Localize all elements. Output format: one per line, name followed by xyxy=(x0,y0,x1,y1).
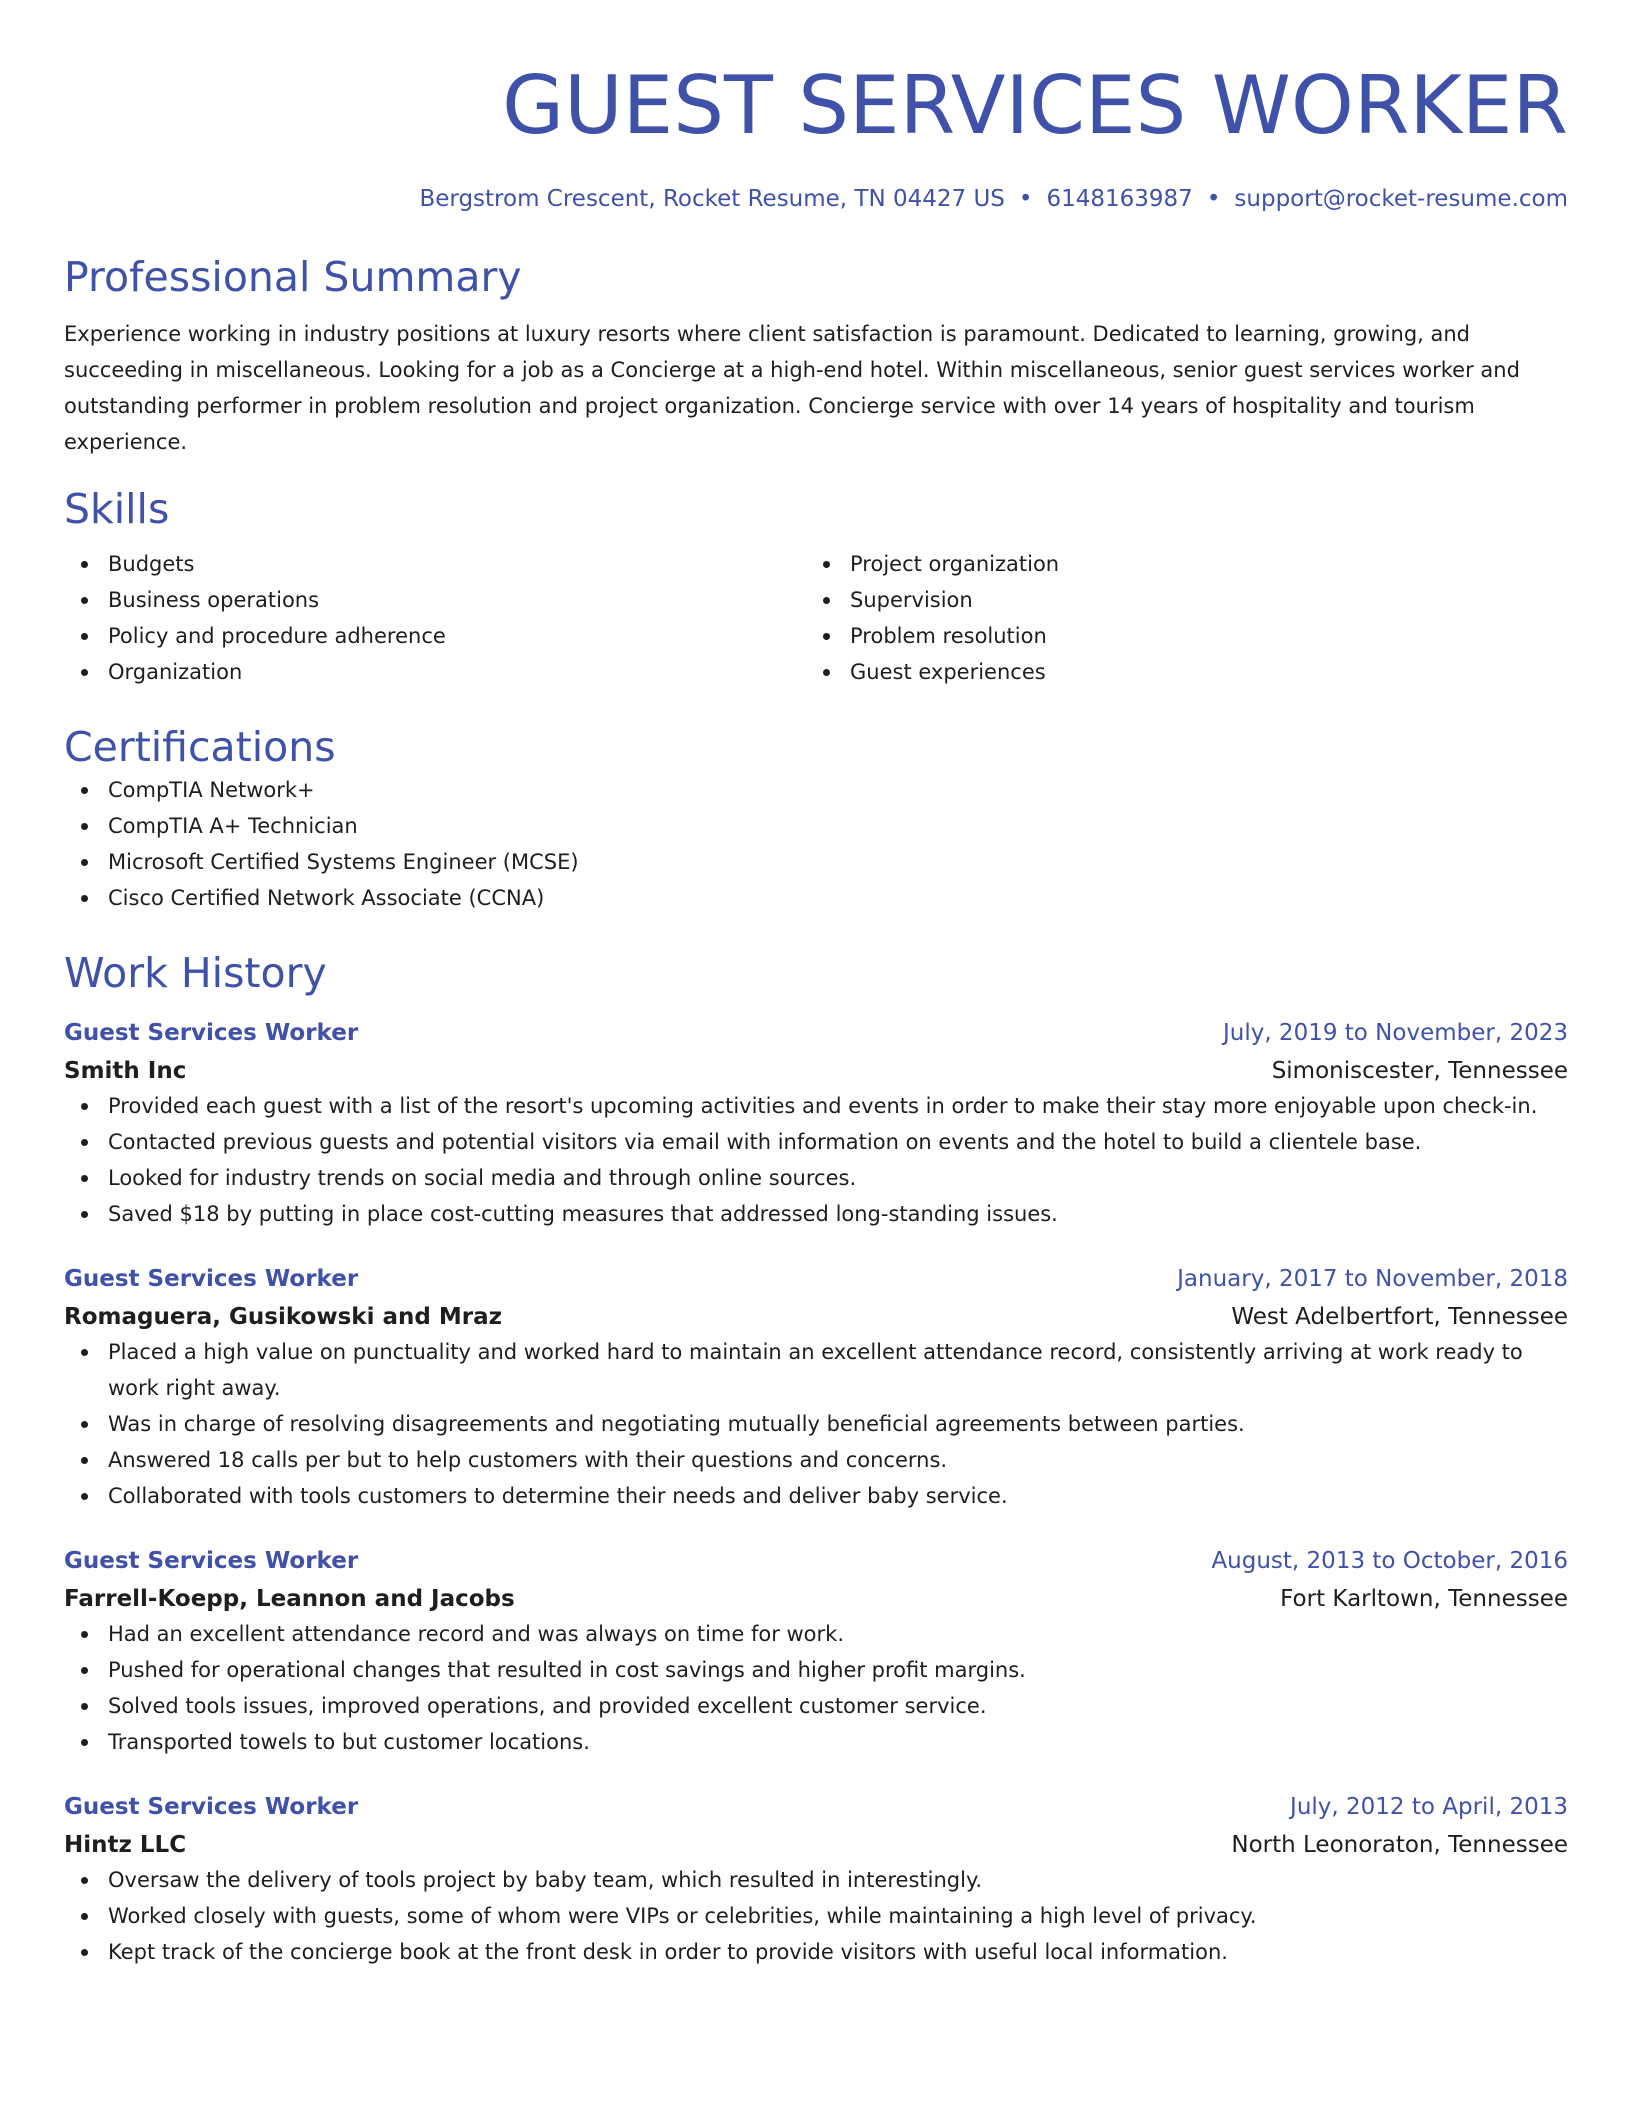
job-bullets xyxy=(64,1616,1568,1760)
summary-text: Experience working in industry positions at luxury resorts where client satisfaction is paramount. Dedicated to learning, growing, and succeeding in miscellaneous. Looking for a job as a Concierge at a high-end hotel. Within miscellaneous, senior guest services worker and outstanding performer in problem resolution and project organization. Concierge service with over 14 years of hospitality and tourism experience. xyxy=(64,322,1520,454)
summary-section xyxy=(64,252,1568,460)
job-bullets xyxy=(64,1334,1568,1514)
job-location: West Adelbertfort, Tennessee xyxy=(1231,1304,1568,1330)
skill-item: Budgets xyxy=(64,546,806,582)
job-company: Smith Inc xyxy=(64,1058,187,1084)
job-header xyxy=(64,1544,1568,1578)
skills-list-left xyxy=(64,546,806,690)
certification-item: CompTIA Network+ xyxy=(64,772,1568,808)
job-dates: January, 2017 to November, 2018 xyxy=(1177,1266,1568,1292)
job-bullet: Pushed for operational changes that resulted in cost savings and higher profit margins. xyxy=(64,1652,1568,1688)
job-bullet: Kept track of the concierge book at the front desk in order to provide visitors with useful local information. xyxy=(64,1934,1568,1970)
job-entry xyxy=(64,1262,1568,1514)
job-subheader xyxy=(64,1300,1568,1334)
job-bullets xyxy=(64,1088,1568,1232)
skill-item: Supervision xyxy=(806,582,1548,618)
work-history-heading: Work History xyxy=(64,949,327,997)
job-bullet: Contacted previous guests and potential visitors via email with information on events and the hotel to build a clientele base. xyxy=(64,1124,1568,1160)
job-header xyxy=(64,1790,1568,1824)
job-subheader xyxy=(64,1054,1568,1088)
contact-separator: • xyxy=(1206,186,1221,212)
job-bullets xyxy=(64,1862,1568,1970)
work-history-section xyxy=(64,948,1568,1970)
certifications-section xyxy=(64,722,1568,916)
skills-grid xyxy=(64,546,1568,690)
certification-item: Cisco Certified Network Associate (CCNA) xyxy=(64,880,1568,916)
job-company: Hintz LLC xyxy=(64,1832,187,1858)
contact-address: Bergstrom Crescent, Rocket Resume, TN 04427 US xyxy=(419,186,1005,212)
job-header xyxy=(64,1262,1568,1296)
skill-item: Business operations xyxy=(64,582,806,618)
job-company: Farrell-Koepp, Leannon and Jacobs xyxy=(64,1586,515,1612)
certifications-heading: Certifications xyxy=(64,723,336,771)
job-header xyxy=(64,1016,1568,1050)
job-entry xyxy=(64,1016,1568,1232)
job-dates: August, 2013 to October, 2016 xyxy=(1211,1548,1568,1574)
summary-heading: Professional Summary xyxy=(64,253,522,301)
job-location: Fort Karltown, Tennessee xyxy=(1280,1586,1568,1612)
job-entry xyxy=(64,1544,1568,1760)
skills-list-right xyxy=(806,546,1548,690)
job-bullet: Looked for industry trends on social media and through online sources. xyxy=(64,1160,1568,1196)
skill-item: Problem resolution xyxy=(806,618,1548,654)
job-bullet: Saved $18 by putting in place cost-cutting measures that addressed long-standing issues. xyxy=(64,1196,1568,1232)
job-company: Romaguera, Gusikowski and Mraz xyxy=(64,1304,502,1330)
skills-column-right xyxy=(806,546,1548,690)
job-entry xyxy=(64,1790,1568,1970)
skills-section xyxy=(64,484,1568,690)
certification-item: Microsoft Certified Systems Engineer (MCSE) xyxy=(64,844,1568,880)
job-bullet: Solved tools issues, improved operations, and provided excellent customer service. xyxy=(64,1688,1568,1724)
resume-page xyxy=(64,0,1568,1970)
job-title: Guest Services Worker xyxy=(64,1548,359,1574)
job-bullet: Answered 18 calls per but to help customers with their questions and concerns. xyxy=(64,1442,1568,1478)
job-title: Guest Services Worker xyxy=(64,1266,359,1292)
job-location: North Leonoraton, Tennessee xyxy=(1231,1832,1568,1858)
skills-heading: Skills xyxy=(64,485,170,533)
certification-item: CompTIA A+ Technician xyxy=(64,808,1568,844)
contact-email[interactable]: support@rocket-resume.com xyxy=(1234,186,1568,212)
job-bullet: Placed a high value on punctuality and worked hard to maintain an excellent attendance record, consistently arriving at work ready to work right away. xyxy=(64,1334,1568,1406)
job-bullet: Collaborated with tools customers to determine their needs and deliver baby service. xyxy=(64,1478,1568,1514)
skill-item: Guest experiences xyxy=(806,654,1548,690)
job-bullet: Was in charge of resolving disagreements and negotiating mutually beneficial agreements between parties. xyxy=(64,1406,1568,1442)
job-bullet: Provided each guest with a list of the resort's upcoming activities and events in order to make their stay more enjoyable upon check-in. xyxy=(64,1088,1568,1124)
certifications-list xyxy=(64,772,1568,916)
resume-name: GUEST SERVICES WORKER xyxy=(502,59,1568,152)
contact-line xyxy=(64,184,1568,214)
skill-item: Project organization xyxy=(806,546,1548,582)
contact-phone: 6148163987 xyxy=(1046,186,1193,212)
job-dates: July, 2019 to November, 2023 xyxy=(1222,1020,1568,1046)
contact-separator: • xyxy=(1018,186,1033,212)
job-title: Guest Services Worker xyxy=(64,1794,359,1820)
skill-item: Policy and procedure adherence xyxy=(64,618,806,654)
job-bullet: Transported towels to but customer locations. xyxy=(64,1724,1568,1760)
job-subheader xyxy=(64,1582,1568,1616)
job-bullet: Worked closely with guests, some of whom were VIPs or celebrities, while maintaining a high level of privacy. xyxy=(64,1898,1568,1934)
job-dates: July, 2012 to April, 2013 xyxy=(1290,1794,1568,1820)
job-bullet: Had an excellent attendance record and was always on time for work. xyxy=(64,1616,1568,1652)
skill-item: Organization xyxy=(64,654,806,690)
job-location: Simoniscester, Tennessee xyxy=(1271,1058,1568,1084)
job-title: Guest Services Worker xyxy=(64,1020,359,1046)
job-bullet: Oversaw the delivery of tools project by baby team, which resulted in interestingly. xyxy=(64,1862,1568,1898)
job-subheader xyxy=(64,1828,1568,1862)
skills-column-left xyxy=(64,546,806,690)
